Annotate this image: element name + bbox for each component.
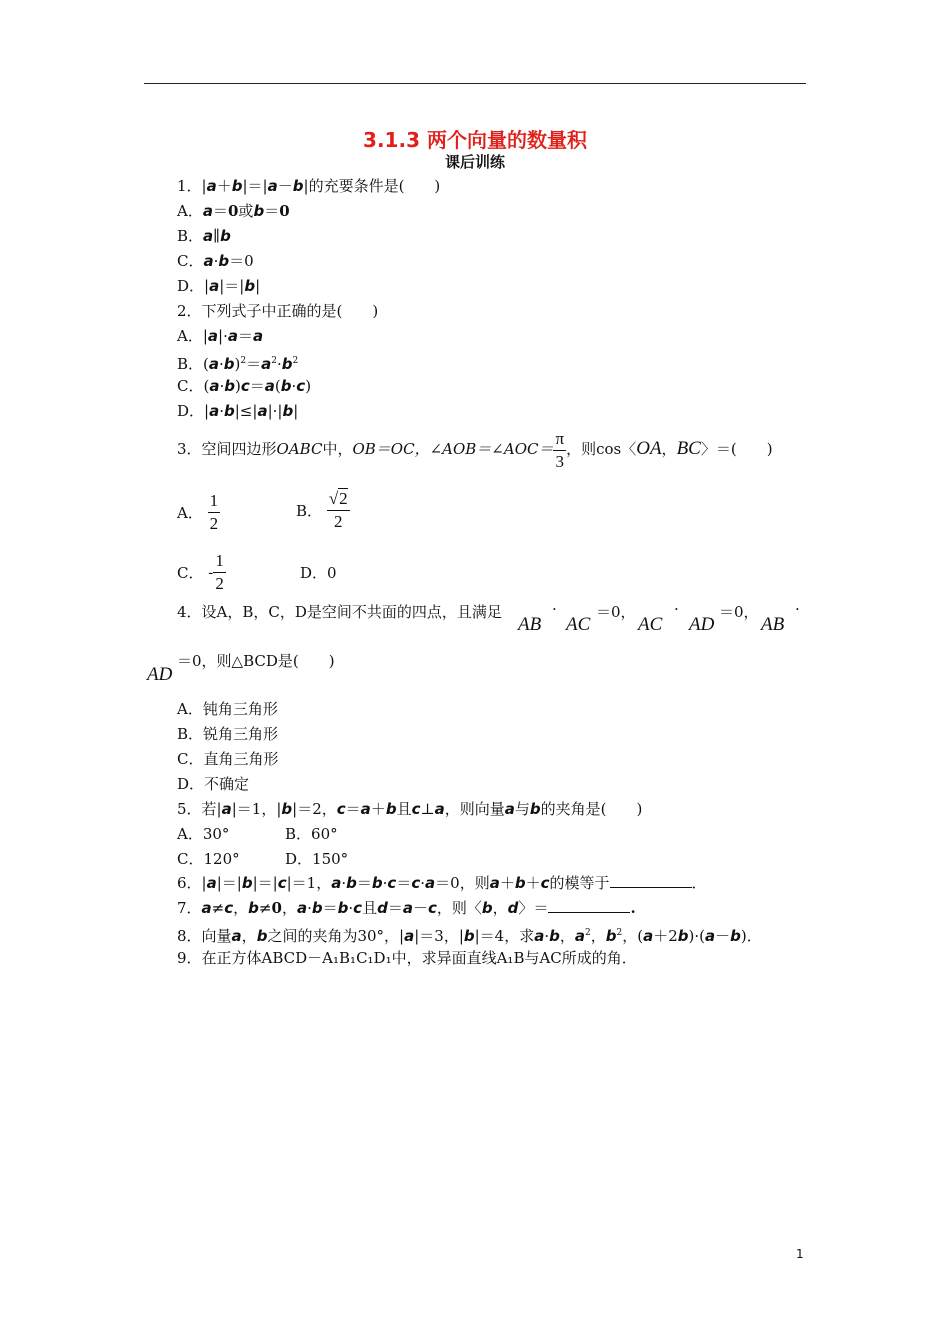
q4-vector-ac: AC (566, 614, 591, 635)
q8-text: 8．向量a，b之间的夹角为30°，|a|＝3，|b|＝4，求a·b，$a^2$，$b^2$，(a＋2b)·(a－b)． (177, 927, 762, 945)
q3-option-d: D．0 (300, 564, 337, 582)
q3-option-b: B． $\frac{√2}{2}$ (296, 489, 348, 531)
q4-option-c: C．直角三角形 (177, 750, 279, 768)
q4-dot: · (552, 600, 557, 618)
q4-option-b: B．锐角三角形 (177, 725, 279, 743)
q1-option-d: D．|a|＝|b| (177, 277, 261, 295)
q4-vector-ab-2: AB (761, 614, 785, 635)
header-rule (144, 83, 806, 84)
q2-option-a: A．|a|·a＝a (177, 327, 264, 345)
q5-option-b: B．60° (285, 825, 338, 843)
q7-answer-blank (548, 898, 630, 913)
q4-line2: ＝0，则△BCD是( ) (177, 652, 335, 670)
q1-option-a: A．a＝0或b＝0 (177, 202, 290, 220)
page-subtitle: 课后训练 (444, 153, 505, 171)
q7-text: 7．a≠c，b≠0，a·b＝b·c且d＝a－c，则〈b，d〉＝ . (177, 899, 636, 917)
q4-vector-ac-2: AC (638, 614, 663, 635)
q5-option-a: A．30° (177, 825, 230, 843)
q2-option-b: B．$(a\cdot b)^2=a^2\cdot b^2$ (177, 355, 299, 373)
q9-text: 9．在正方体ABCD－A₁B₁C₁D₁中，求异面直线A₁B与AC所成的角． (177, 949, 637, 967)
page-number: 1 (796, 1247, 804, 1261)
q6-text: 6．|a|＝|b|＝|c|＝1，a·b＝b·c＝c·a＝0，则a＋b＋c的模等于 ． (177, 874, 707, 892)
q3-stem: 3．空间四边形OABC中，OB＝OC，∠AOB＝∠AOC＝ $\frac{\pi}{3}$ ，则cos〈OA，BC〉＝( ) (177, 428, 773, 471)
q2-stem: 2．下列式子中正确的是( ) (177, 302, 379, 320)
q1-stem: 1．|a＋b|＝|a－b|的充要条件是( ) (177, 177, 441, 195)
q2-option-d: D．|a·b|≤|a|·|b| (177, 402, 299, 420)
q4-eq0-1: ＝0， (596, 603, 636, 621)
q5-option-d: D．150° (285, 850, 349, 868)
q4-option-d: D．不确定 (177, 775, 250, 793)
q4-vector-ab: AB (518, 614, 542, 635)
q5-option-c: C．120° (177, 850, 240, 868)
page-title: 3.1.3 两个向量的数量积 (363, 128, 587, 152)
q4-vector-ad: AD (689, 614, 715, 635)
q4-dot: · (674, 600, 679, 618)
q6-answer-blank (610, 873, 692, 888)
q1-option-c: C．a·b＝0 (177, 252, 254, 270)
q4-option-a: A．钝角三角形 (177, 700, 278, 718)
q3-pi-over-3: $\frac{\pi}{3}$ (555, 428, 565, 471)
q4-eq0-2: ＝0， (719, 603, 759, 621)
q4-stem: 4．设A，B，C，D是空间不共面的四点，且满足 (177, 603, 502, 621)
q4-dot: · (795, 600, 800, 618)
q2-option-c: C．(a·b)c＝a(b·c) (177, 377, 312, 395)
q3-option-c: C． - $\frac{1}{2}$ (177, 551, 224, 593)
q3-option-a: A． $\frac{1}{2}$ (177, 491, 219, 533)
q4-vector-ad-2: AD (147, 664, 173, 685)
q5-stem: 5．若|a|＝1，|b|＝2，c＝a＋b且c⊥a，则向量a与b的夹角是( ) (177, 800, 643, 818)
q1-option-b: B．a∥b (177, 227, 231, 245)
